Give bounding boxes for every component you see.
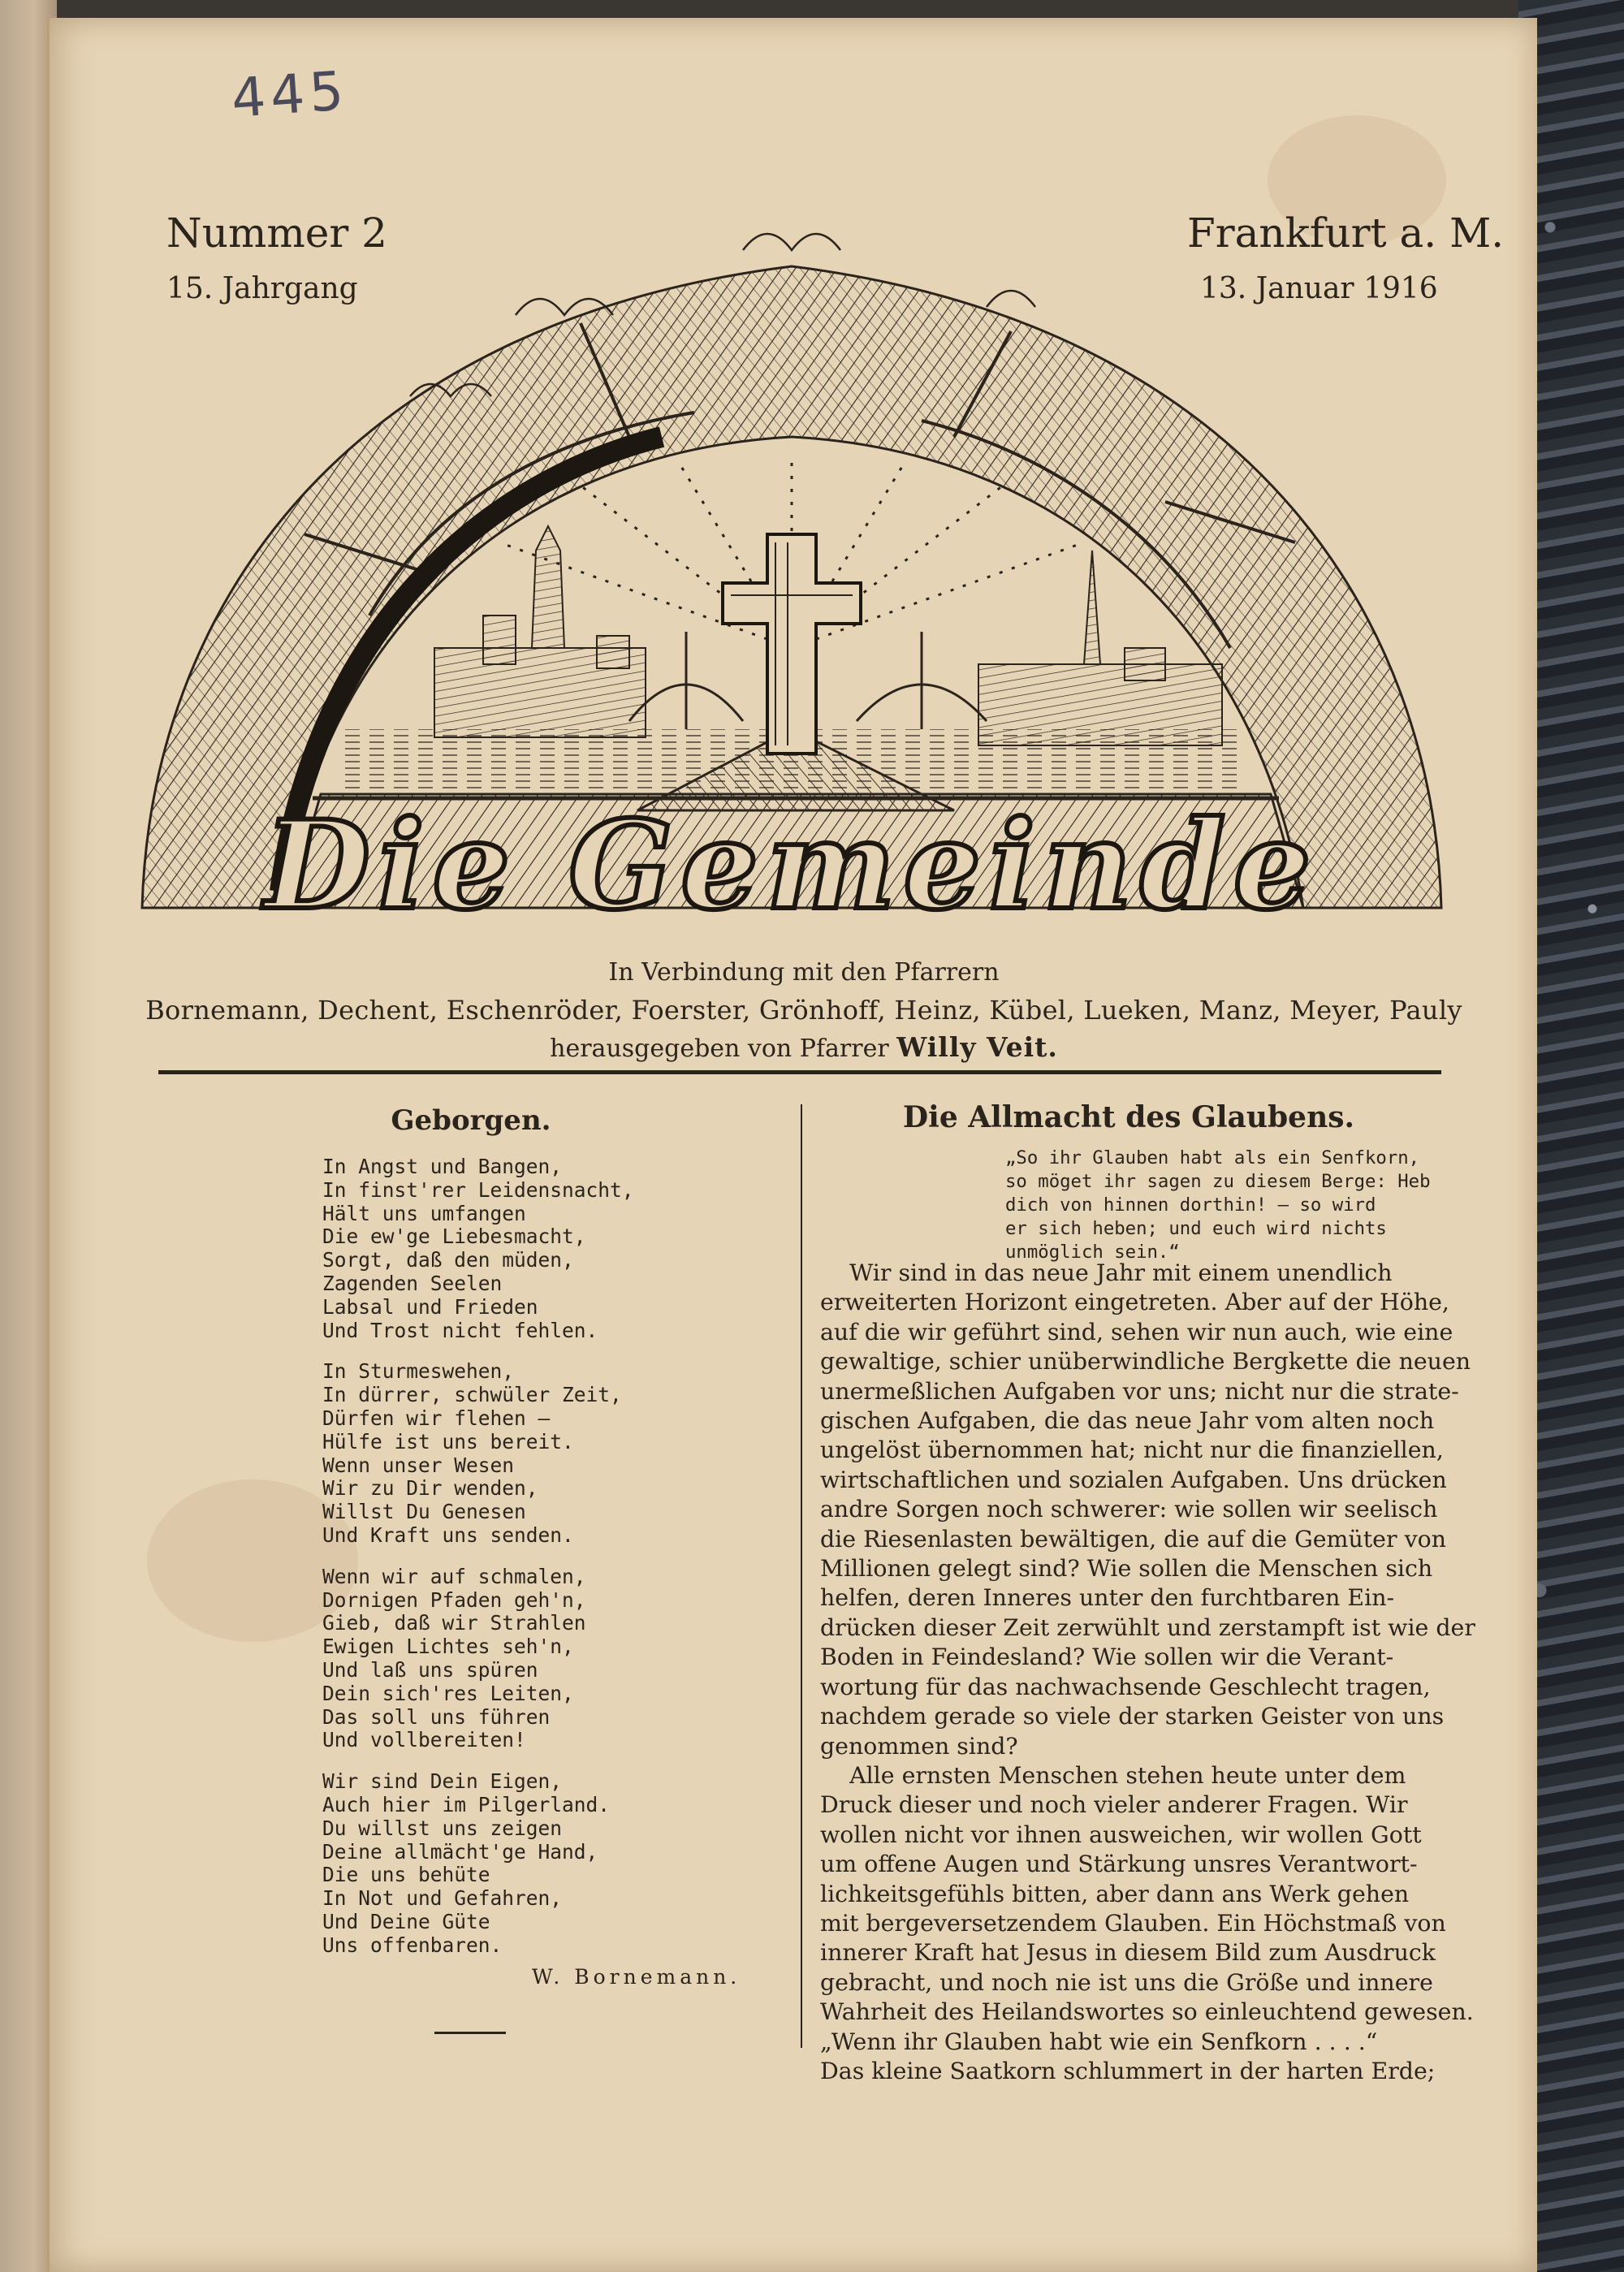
poem-line: Und vollbereiten!	[322, 1728, 526, 1752]
epigraph-line: dich von hinnen dorthin! — so wird	[1005, 1194, 1376, 1216]
poem-line: Und Deine Güte	[322, 1909, 490, 1933]
poem-author: W. Bornemann.	[532, 1965, 741, 1989]
credits-pastors: Bornemann, Dechent, Eschenröder, Foerster, Grönhoff, Heinz, Kübel, Lueken, Manz, Meyer, Pauly	[145, 995, 1462, 1026]
poem-line: Die uns behüte	[322, 1863, 490, 1887]
poem-line: Uns offenbaren.	[322, 1933, 503, 1957]
article-line: Druck dieser und noch vieler anderer Fragen. Wir	[820, 1791, 1408, 1819]
article-line: gebracht, und noch nie ist uns die Größe und innere	[820, 1968, 1433, 1996]
article-line: erweiterten Horizont eingetreten. Aber auf der Höhe,	[820, 1289, 1449, 1316]
article-line: Wahrheit des Heilandswortes so einleuchtend gewesen.	[820, 1998, 1474, 2026]
credits-editor-prefix: herausgegeben von Pfarrer	[550, 1034, 889, 1063]
article-line: Alle ernsten Menschen stehen heute unter dem	[820, 1761, 1406, 1789]
poem-line: Hält uns umfangen	[322, 1201, 526, 1225]
article-line: wirtschaftlichen und sozialen Aufgaben. Uns drücken	[820, 1466, 1447, 1493]
article-line: gewaltige, schier unüberwindliche Bergkette die neuen	[820, 1348, 1471, 1376]
article-line: drücken dieser Zeit zerwühlt und zerstampft ist wie der	[820, 1613, 1475, 1641]
article-line: Das kleine Saatkorn schlummert in der harten Erde;	[820, 2057, 1436, 2084]
article-line: lichkeitsgefühls bitten, aber dann ans Werk gehen	[820, 1880, 1410, 1907]
poem-line: Dornigen Pfaden geh'n,	[322, 1587, 586, 1612]
article-line: genommen sind?	[820, 1732, 1018, 1760]
poem-line: In Sturmeswehen,	[322, 1359, 515, 1384]
poem-line: Wenn wir auf schmalen,	[322, 1564, 586, 1588]
poem-line: Dürfen wir flehen —	[322, 1406, 551, 1430]
epigraph-line: so möget ihr sagen zu diesem Berge: Heb	[1005, 1171, 1431, 1192]
poem-line: Du willst uns zeigen	[322, 1816, 563, 1840]
poem-line: Hülfe ist uns bereit.	[322, 1429, 574, 1453]
masthead-illustration	[126, 193, 1458, 948]
article-line: helfen, deren Inneres unter den furchtbaren Ein-	[820, 1584, 1395, 1612]
poem-line: Ewigen Lichtes seh'n,	[322, 1635, 574, 1659]
poem-line: Das soll uns führen	[322, 1704, 551, 1729]
poem-line: Willst Du Genesen	[322, 1500, 526, 1524]
poem-end-rule	[434, 2032, 506, 2034]
poem-line: Wir zu Dir wenden,	[322, 1476, 538, 1501]
poem-line: Zagenden Seelen	[322, 1271, 503, 1295]
article-line: mit bergeversetzendem Glauben. Ein Höchstmaß von	[820, 1909, 1446, 1937]
credits-intro: In Verbindung mit den Pfarrern	[608, 958, 1000, 987]
article-title: Die Allmacht des Glaubens.	[902, 1100, 1355, 1134]
handwritten-shelfmark: 445	[229, 59, 351, 130]
poem-body	[322, 1155, 777, 1976]
poem-line: Labsal und Frieden	[322, 1294, 538, 1319]
volume-year: 15. Jahrgang	[166, 272, 358, 305]
publication-date: 13. Januar 1916	[1200, 272, 1438, 305]
article-line: wortung für das nachwachsende Geschlecht tragen,	[820, 1673, 1431, 1700]
epigraph-line: „So ihr Glauben habt als ein Senfkorn,	[1005, 1147, 1420, 1168]
article-line: die Riesenlasten bewältigen, die auf die Gemüter von	[820, 1525, 1446, 1553]
article-line: Boden in Feindesland? Wie sollen wir die Verant-	[820, 1644, 1394, 1671]
article-line: ungelöst übernommen hat; nicht nur die finanziellen,	[820, 1436, 1444, 1464]
article-line: „Wenn ihr Glauben habt wie ein Senfkorn . . . .“	[820, 2028, 1378, 2055]
poem-title: Geborgen.	[391, 1104, 551, 1137]
issue-number: Nummer 2	[166, 209, 387, 257]
poem-line: Gieb, daß wir Strahlen	[322, 1611, 586, 1635]
poem-line: Wenn unser Wesen	[322, 1453, 515, 1477]
poem-line: Wir sind Dein Eigen,	[322, 1769, 563, 1794]
article-line: gischen Aufgaben, die das neue Jahr vom alten noch	[820, 1407, 1435, 1435]
poem-line: Und Kraft uns senden.	[322, 1523, 574, 1547]
column-divider	[801, 1104, 802, 2048]
poem-line: In Not und Gefahren,	[322, 1886, 563, 1911]
epigraph-line: er sich heben; und euch wird nichts	[1005, 1218, 1387, 1239]
publication-place: Frankfurt a. M.	[1187, 209, 1505, 257]
credits-editor-name: Willy Veit.	[896, 1031, 1058, 1063]
poem-line: In Angst und Bangen,	[322, 1155, 563, 1178]
credits-block	[122, 954, 1486, 1068]
poem-line: Und Trost nicht fehlen.	[322, 1318, 598, 1342]
article-line: andre Sorgen noch schwerer: wie sollen wir seelisch	[820, 1496, 1438, 1523]
article-line: um offene Augen und Stärkung unsres Verantwort-	[820, 1851, 1418, 1878]
poem-line: Auch hier im Pilgerland.	[322, 1792, 611, 1816]
article-line: Wir sind in das neue Jahr mit einem unendlich	[820, 1259, 1393, 1286]
article-body	[820, 1259, 1475, 2086]
masthead-title: Die Gemeinde	[264, 794, 1320, 937]
poem-line: Die ew'ge Liebesmacht,	[322, 1225, 586, 1249]
poem-stanza	[322, 1566, 777, 1752]
poem-line: In finst'rer Leidensnacht,	[322, 1177, 634, 1202]
poem-line: Sorgt, daß den müden,	[322, 1248, 574, 1272]
article-line: innerer Kraft hat Jesus in diesem Bild zum Ausdruck	[820, 1939, 1436, 1967]
poem-stanza	[322, 1155, 777, 1342]
article-line: unermeßlichen Aufgaben vor uns; nicht nur die strate-	[820, 1377, 1459, 1405]
article-line: Millionen gelegt sind? Wie sollen die Menschen sich	[820, 1555, 1433, 1583]
article-epigraph	[1005, 1147, 1439, 1264]
poem-line: Deine allmächt'ge Hand,	[322, 1839, 598, 1864]
article-line: nachdem gerade so viele der starken Geister von uns	[820, 1703, 1445, 1730]
header-rule	[158, 1070, 1441, 1074]
poem-line: In dürrer, schwüler Zeit,	[322, 1383, 622, 1407]
poem-line: Und laß uns spüren	[322, 1657, 538, 1682]
poem-stanza	[322, 1770, 777, 1957]
poem-stanza	[322, 1360, 777, 1547]
poem-line: Dein sich'res Leiten,	[322, 1681, 574, 1705]
article-line: auf die wir geführt sind, sehen wir nun auch, wie eine	[820, 1318, 1453, 1345]
epigraph-line: unmöglich sein.“	[1005, 1242, 1180, 1263]
article-line: wollen nicht vor ihnen ausweichen, wir wollen Gott	[820, 1821, 1422, 1848]
